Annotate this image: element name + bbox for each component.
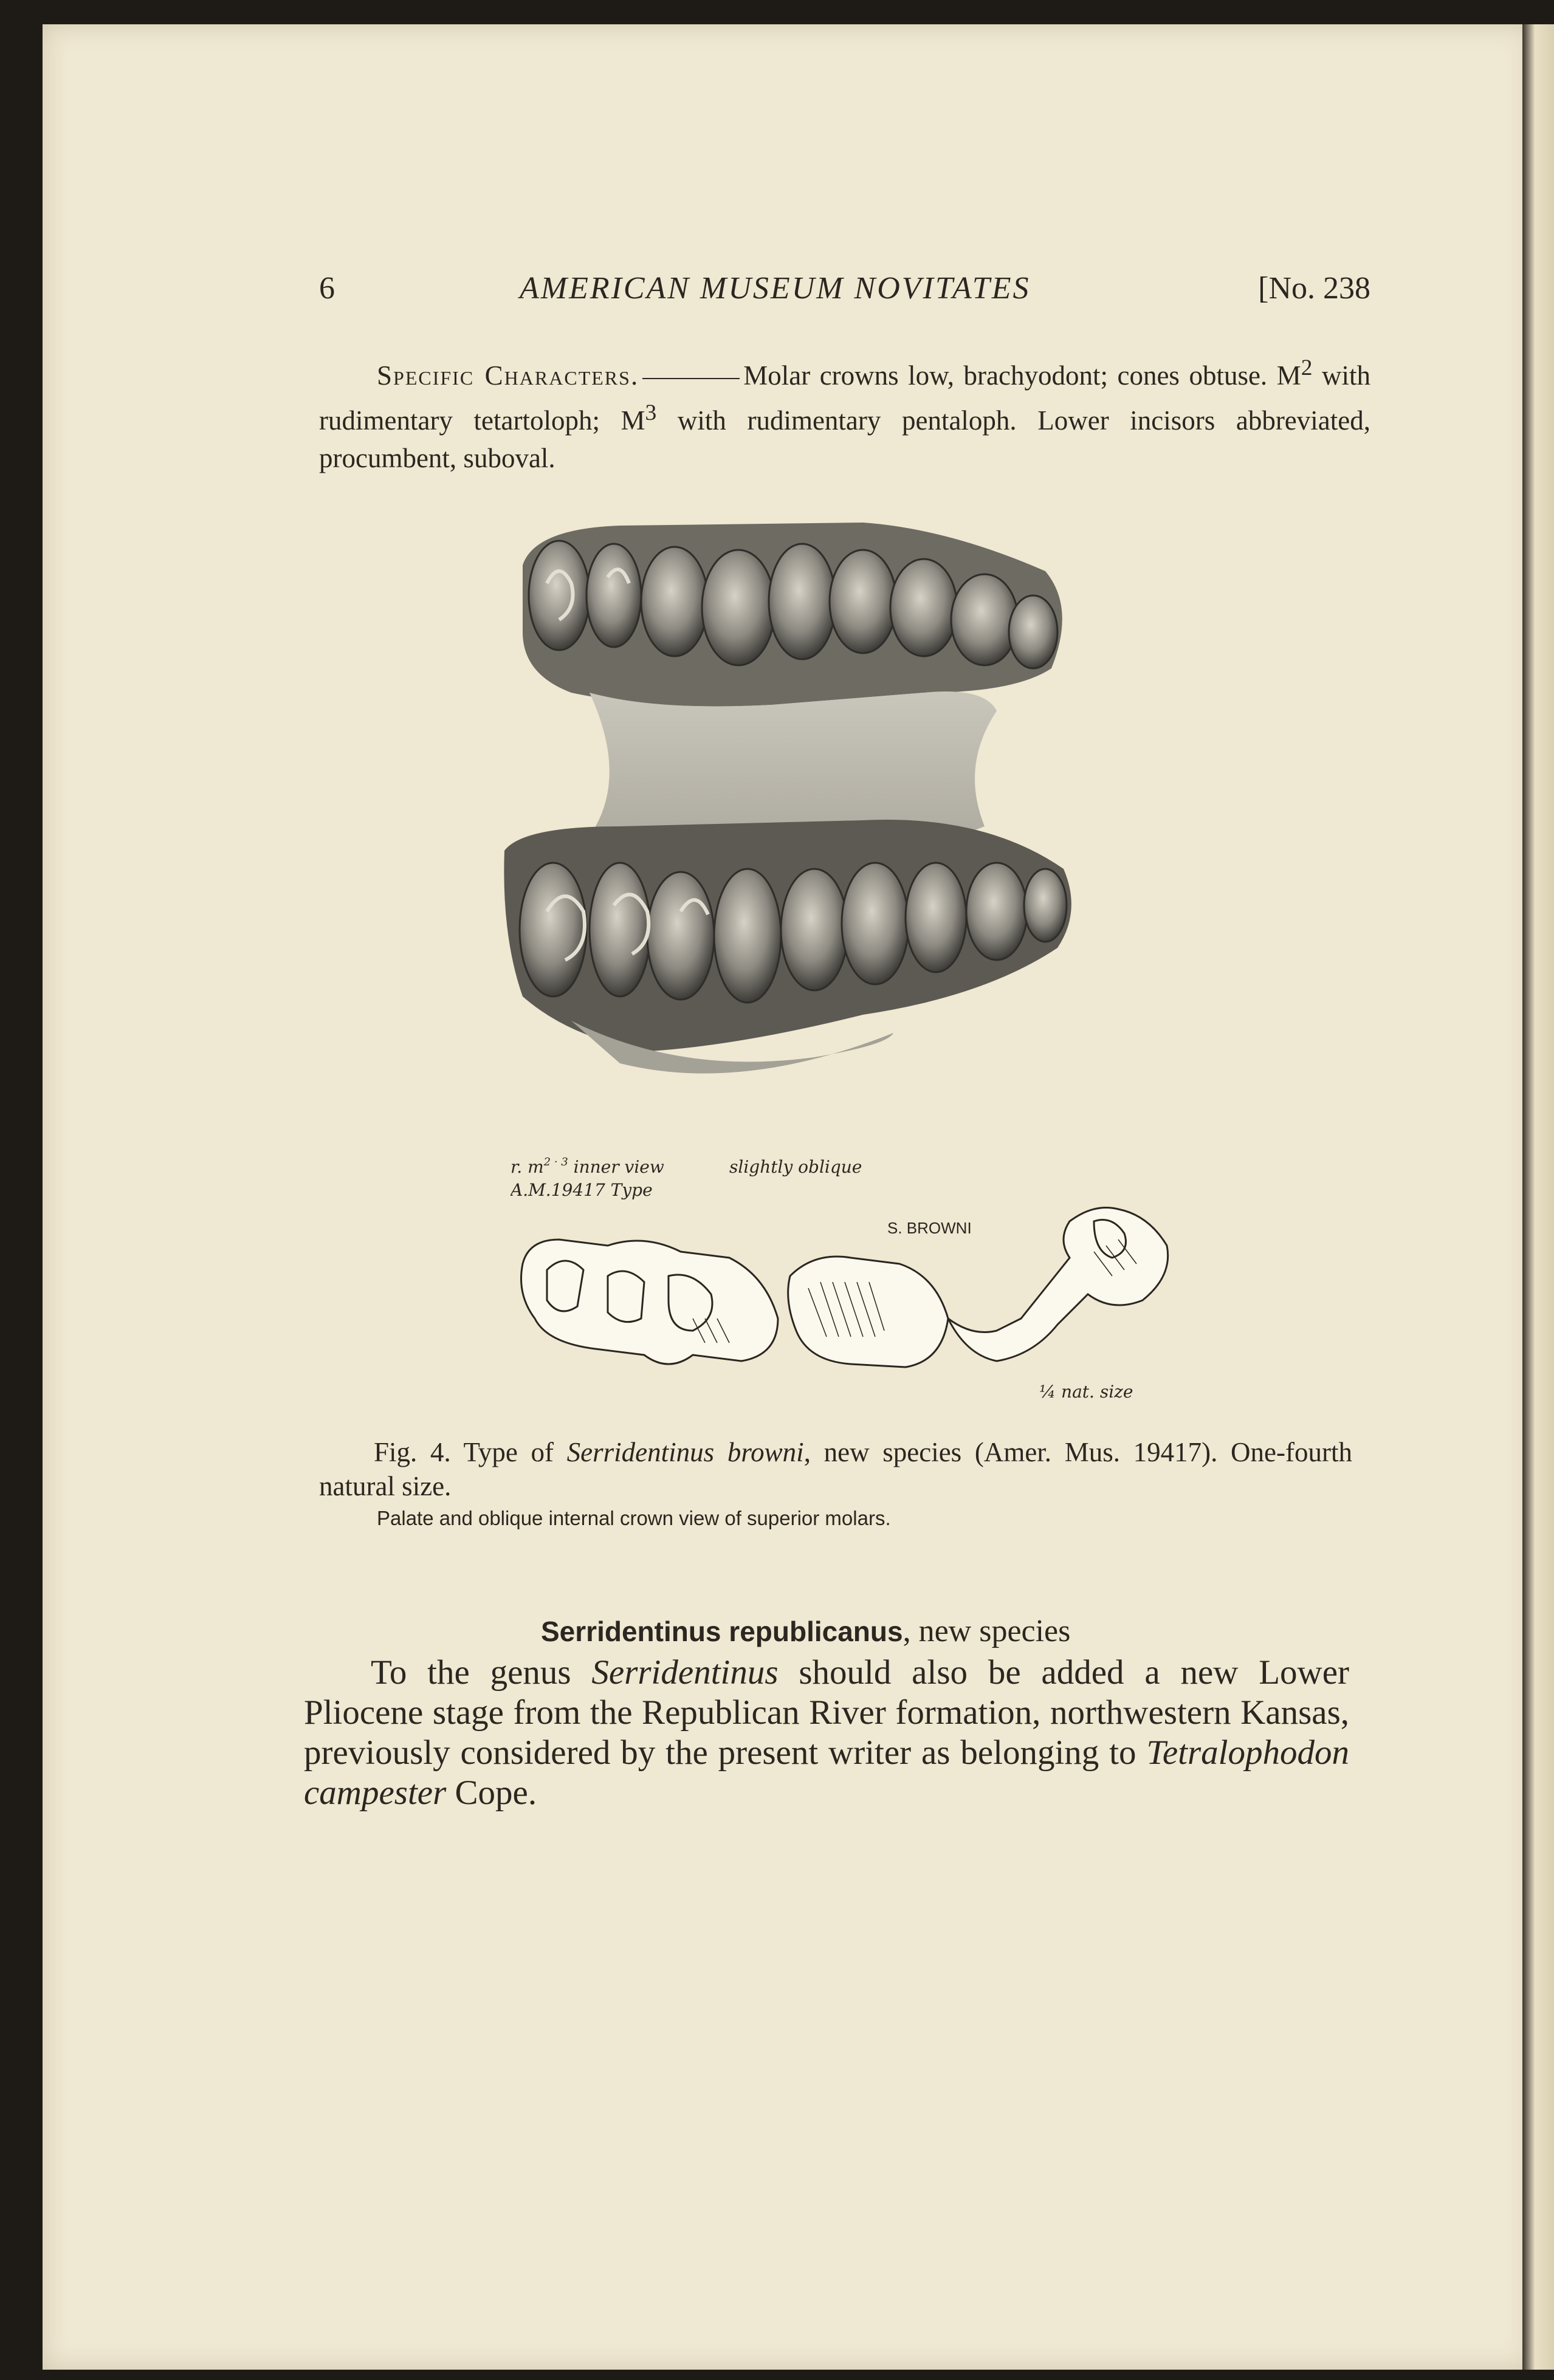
drawing-label-scale: ¼ nat. size	[1039, 1382, 1133, 1402]
em-dash	[642, 378, 740, 379]
figure-caption-subline: Palate and oblique internal crown view of superior molars.	[377, 1507, 891, 1529]
issue-number: [No. 238	[1258, 271, 1370, 306]
superscript-2: 2	[1301, 355, 1313, 380]
drawing-label-tooth: r. $m^{2 \cdot 3}$ inner view	[511, 1156, 664, 1177]
drawing-label-species: S. BROWNI	[887, 1219, 972, 1237]
section-heading-species: Serridentinus republicanus	[541, 1616, 903, 1647]
specific-characters-label: Specific Characters.	[377, 360, 639, 391]
body-species: Tetralophodon campester	[304, 1734, 1349, 1812]
page-number: 6	[319, 271, 335, 306]
caption-species: Serridentinus browni	[566, 1437, 804, 1467]
body-paragraph	[304, 1653, 1349, 1813]
specific-text-2: with rudimentary tetartoloph; M	[319, 360, 1370, 436]
drawing-label-specimen: A.M.19417 Type	[511, 1180, 653, 1200]
journal-title: AMERICAN MUSEUM NOVITATES	[520, 271, 1031, 306]
superscript-3: 3	[645, 400, 657, 425]
body-genus: Serridentinus	[591, 1653, 779, 1692]
figure-caption	[319, 1435, 1352, 1503]
drawing-label-view: slightly oblique	[729, 1157, 862, 1177]
caption-prefix: Fig. 4. Type of	[374, 1437, 567, 1467]
running-head	[319, 270, 1370, 313]
molar-line-drawing	[511, 1136, 1209, 1416]
molar-outlines	[521, 1208, 1168, 1368]
section-heading-rest: , new species	[902, 1614, 1071, 1648]
specific-text-3: with rudimentary pentaloph. Lower incisors abbreviated, procumbent, suboval.	[319, 405, 1370, 473]
specific-characters-paragraph	[319, 349, 1370, 477]
section-heading	[541, 1613, 1209, 1649]
page-gutter	[1522, 24, 1554, 2370]
body-text-3: Cope.	[446, 1774, 537, 1812]
palate-photograph	[498, 510, 1173, 1112]
caption-rest: , new species (Amer. Mus. 19417). One-fourth natural size.	[319, 1437, 1352, 1501]
body-text-2: should also be added a new Lower Pliocene stage from the Republican River formation, northwestern Kansas, previously considered by the present writer as belonging to	[304, 1653, 1349, 1772]
body-text-1: To the genus	[371, 1653, 592, 1692]
specific-text-1: Molar crowns low, brachyodont; cones obtuse. M	[743, 360, 1301, 391]
